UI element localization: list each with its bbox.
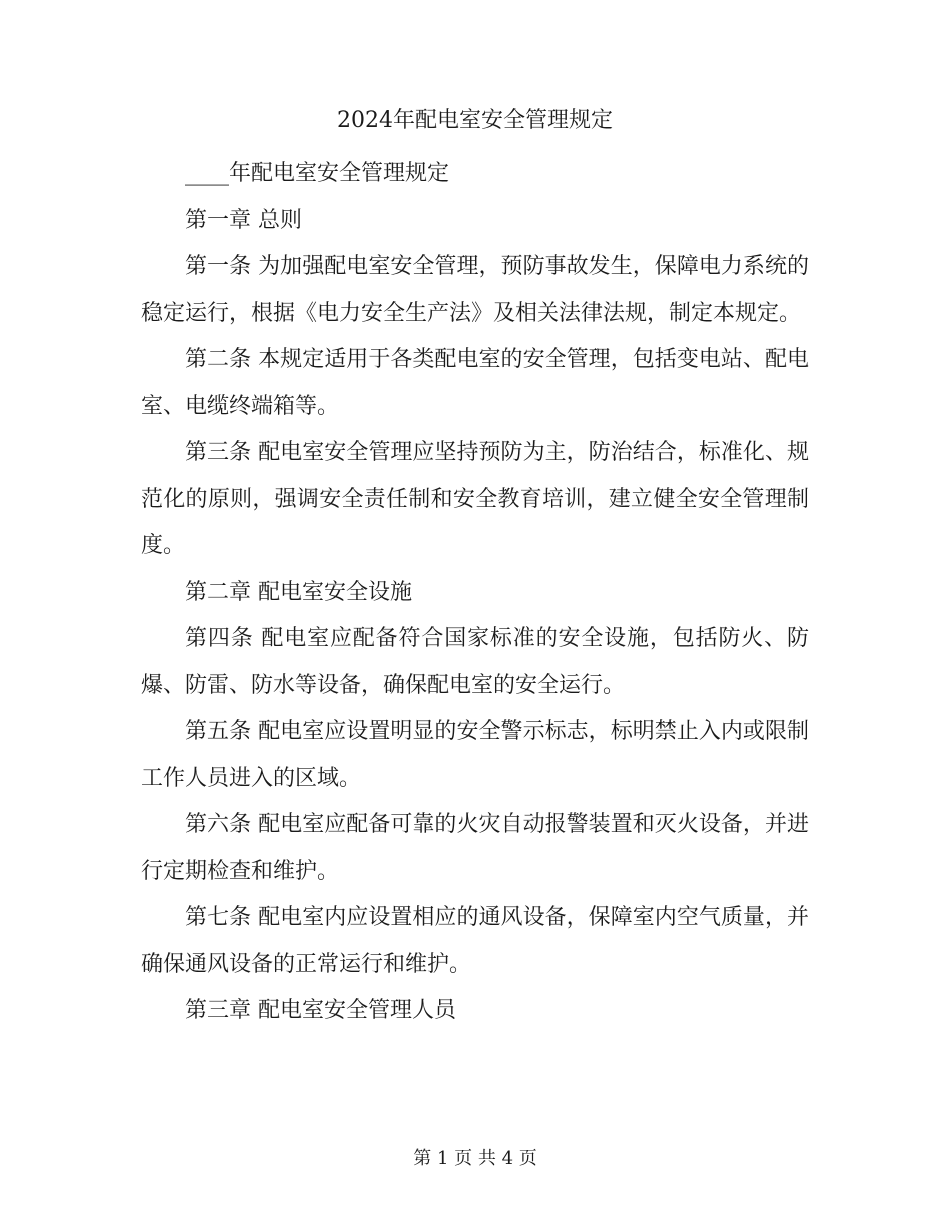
article-6: 第六条 配电室应配备可靠的火灾自动报警装置和灭火设备，并进行定期检查和维护。 xyxy=(141,812,809,884)
article-4: 第四条 配电室应配备符合国家标准的安全设施，包括防火、防爆、防雷、防水等设备，确保配电室的安全运行。 xyxy=(141,626,809,698)
page-footer: 第 1 页 共 4 页 xyxy=(413,1148,537,1169)
article-3: 第三条 配电室安全管理应坚持预防为主，防治结合，标准化、规范化的原则，强调安全责任制和安全教育培训，建立健全安全管理制度。 xyxy=(141,440,809,558)
article-5: 第五条 配电室应设置明显的安全警示标志，标明禁止入内或限制工作人员进入的区域。 xyxy=(141,719,809,791)
document-body xyxy=(141,151,809,1035)
document-title: 2024年配电室安全管理规定 xyxy=(337,108,613,133)
article-1: 第一条 为加强配电室安全管理，预防事故发生，保障电力系统的稳定运行，根据《电力安全生产法》及相关法律法规，制定本规定。 xyxy=(141,254,809,326)
chapter-heading-1: 第一章 总则 xyxy=(185,207,302,233)
article-2: 第二条 本规定适用于各类配电室的安全管理，包括变电站、配电室、电缆终端箱等。 xyxy=(141,347,809,419)
paragraph-subtitle: ____年配电室安全管理规定 xyxy=(185,161,450,186)
article-7: 第七条 配电室内应设置相应的通风设备，保障室内空气质量，并确保通风设备的正常运行和维护。 xyxy=(141,905,809,977)
chapter-heading-3: 第三章 配电室安全管理人员 xyxy=(185,998,456,1023)
chapter-heading-2: 第二章 配电室安全设施 xyxy=(185,579,412,605)
